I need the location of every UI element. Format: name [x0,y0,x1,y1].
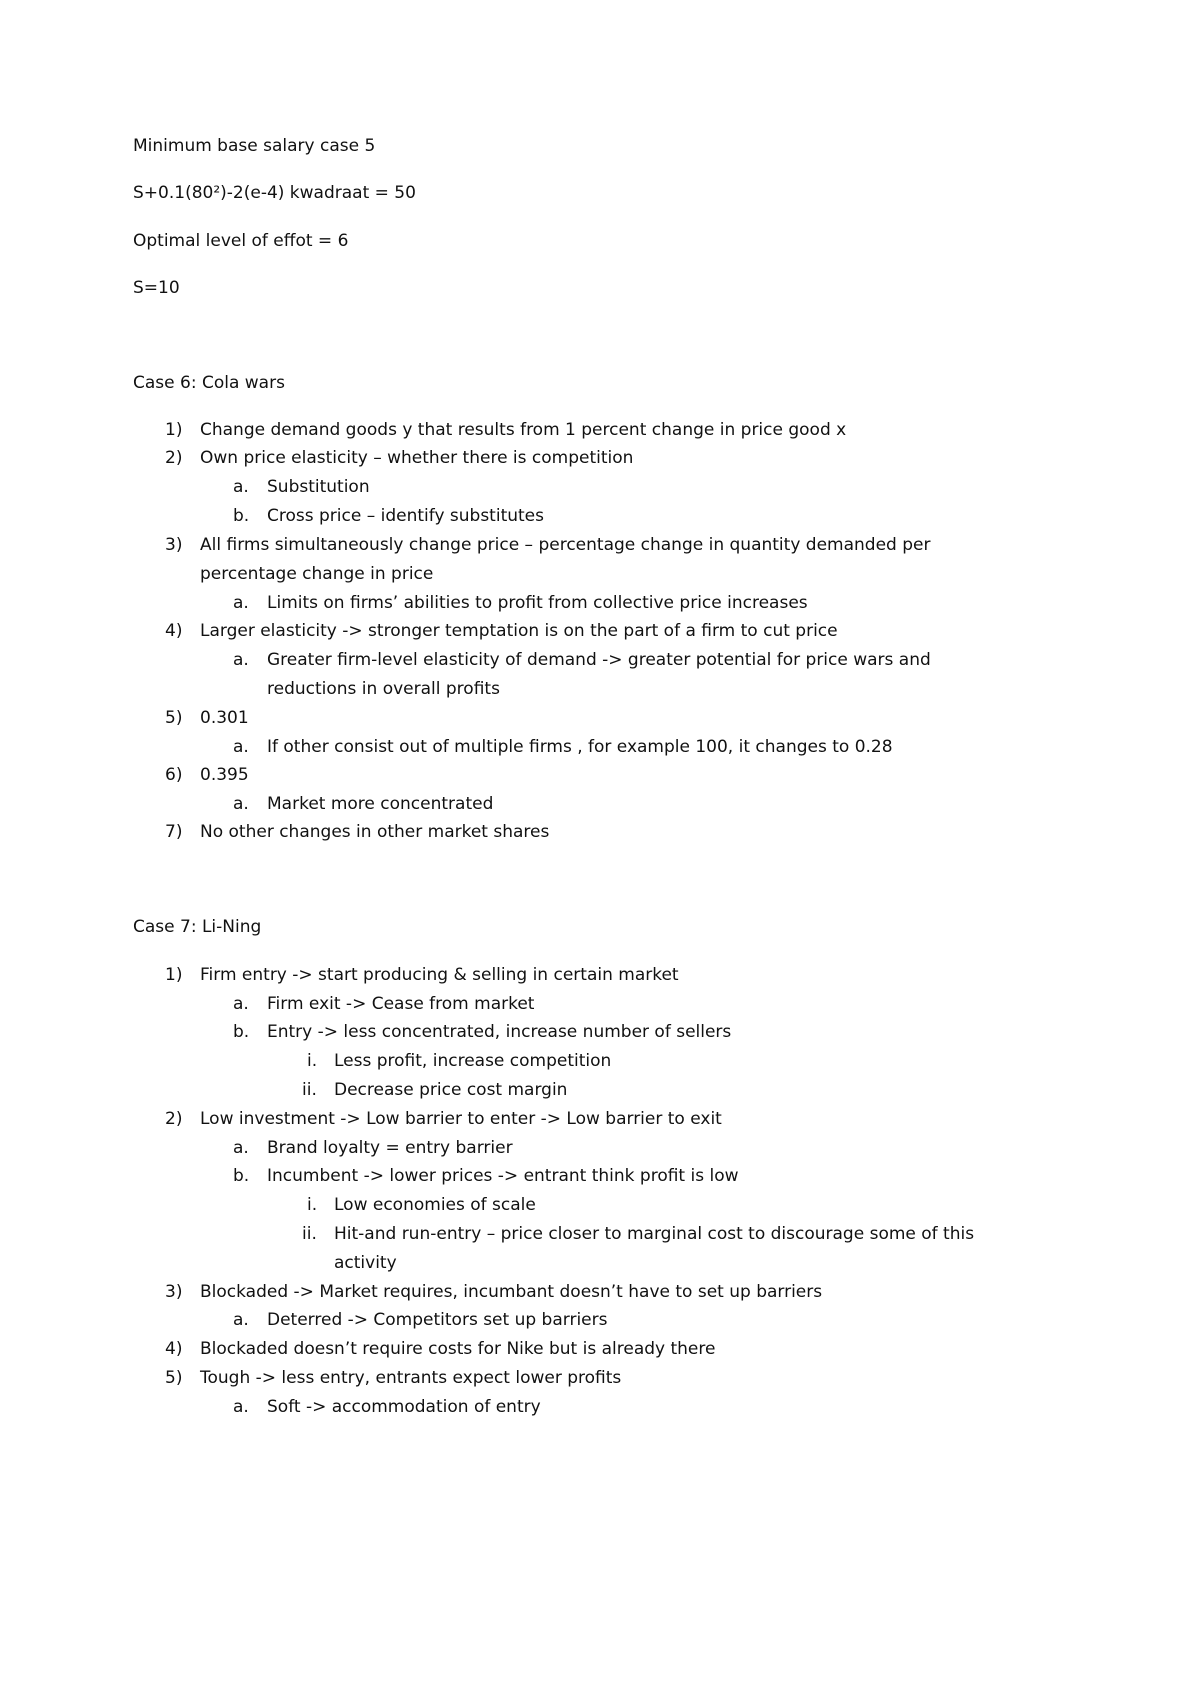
case5-title: Minimum base salary case 5 [133,136,376,156]
list-marker: a. [233,794,249,814]
list-item: No other changes in other market shares [200,822,550,842]
list-item: Less profit, increase competition [334,1051,612,1071]
list-marker: ii. [302,1224,317,1244]
list-marker: i. [307,1051,318,1071]
list-marker: 3) [165,1282,183,1302]
list-marker: a. [233,1310,249,1330]
list-item: Firm exit -> Cease from market [267,994,535,1014]
list-item: Deterred -> Competitors set up barriers [267,1310,608,1330]
list-item: If other consist out of multiple firms , for example 100, it changes to 0.28 [267,737,893,757]
list-item: Soft -> accommodation of entry [267,1397,541,1417]
list-marker: ii. [302,1080,317,1100]
list-marker: b. [233,1022,250,1042]
list-marker: b. [233,1166,250,1186]
case5-optimal-effort: Optimal level of effot = 6 [133,231,349,251]
list-item: Own price elasticity – whether there is competition [200,448,634,468]
list-item: Low economies of scale [334,1195,536,1215]
list-marker: a. [233,650,249,670]
list-marker: 1) [165,965,183,985]
list-item: Greater firm-level elasticity of demand -> greater potential for price wars and [267,650,931,670]
list-item: Cross price – identify substitutes [267,506,544,526]
case5-s-value: S=10 [133,278,180,298]
list-marker: 5) [165,708,183,728]
case7-heading: Case 7: Li-Ning [133,917,262,937]
list-item: Blockaded doesn’t require costs for Nike but is already there [200,1339,716,1359]
list-marker: a. [233,1397,249,1417]
list-marker: 4) [165,621,183,641]
list-item-continuation: percentage change in price [200,564,434,584]
list-marker: a. [233,1138,249,1158]
list-marker: a. [233,994,249,1014]
list-marker: 4) [165,1339,183,1359]
list-marker: a. [233,477,249,497]
list-marker: a. [233,737,249,757]
list-item-continuation: activity [334,1253,397,1273]
list-item: Substitution [267,477,370,497]
list-marker: 2) [165,1109,183,1129]
list-item: Firm entry -> start producing & selling in certain market [200,965,679,985]
list-item: Entry -> less concentrated, increase number of sellers [267,1022,732,1042]
list-item: Market more concentrated [267,794,494,814]
list-item: Incumbent -> lower prices -> entrant think profit is low [267,1166,739,1186]
list-marker: 5) [165,1368,183,1388]
list-item: Tough -> less entry, entrants expect lower profits [200,1368,622,1388]
list-item: All firms simultaneously change price – percentage change in quantity demanded per [200,535,931,555]
case6-heading: Case 6: Cola wars [133,373,285,393]
list-marker: 1) [165,420,183,440]
list-marker: b. [233,506,250,526]
list-marker: i. [307,1195,318,1215]
list-marker: 2) [165,448,183,468]
list-item: 0.301 [200,708,249,728]
list-marker: 7) [165,822,183,842]
list-item: Change demand goods y that results from 1 percent change in price good x [200,420,847,440]
list-marker: a. [233,593,249,613]
list-item-continuation: reductions in overall profits [267,679,500,699]
list-item: Decrease price cost margin [334,1080,568,1100]
list-item: Blockaded -> Market requires, incumbant doesn’t have to set up barriers [200,1282,823,1302]
list-item: Limits on firms’ abilities to profit from collective price increases [267,593,808,613]
list-item: Hit-and run-entry – price closer to marginal cost to discourage some of this [334,1224,975,1244]
list-marker: 3) [165,535,183,555]
list-item: 0.395 [200,765,249,785]
list-item: Low investment -> Low barrier to enter -> Low barrier to exit [200,1109,722,1129]
list-item: Larger elasticity -> stronger temptation is on the part of a firm to cut price [200,621,838,641]
list-marker: 6) [165,765,183,785]
case5-formula: S+0.1(80²)-2(e-4) kwadraat = 50 [133,183,416,203]
list-item: Brand loyalty = entry barrier [267,1138,513,1158]
